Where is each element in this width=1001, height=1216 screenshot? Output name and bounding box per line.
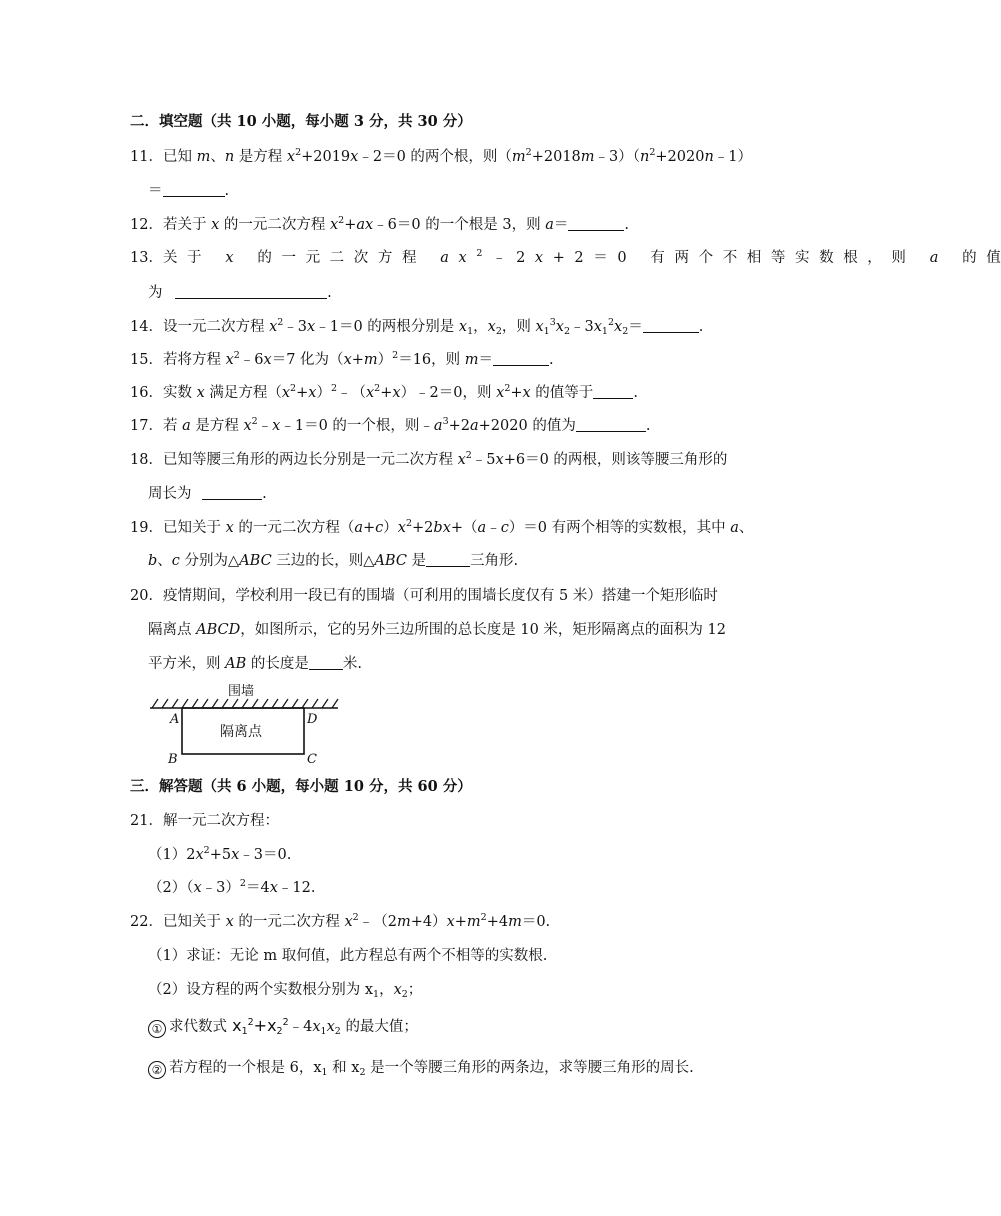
question-number: 13． <box>130 250 163 266</box>
question-22-subpart-1: ① 求代数式 $x_1^2+x_2^2﹣4x_1x_2$ 的最大值； <box>148 1016 418 1038</box>
question-19: 19．已知关于 x 的一元二次方程$(a+c)x^2+2bx+(a﹣c)=0$ 有两个相等的实数根，其中 a、 <box>130 518 754 536</box>
vertex-label-a: A <box>170 712 180 727</box>
answer-blank[interactable] <box>426 552 470 567</box>
section-2-heading: 二．填空题（共 10 小题，每小题 3 分，共 30 分） <box>130 113 472 130</box>
answer-blank[interactable] <box>593 384 633 399</box>
answer-blank[interactable] <box>493 351 549 366</box>
question-20: 20．疫情期间，学校利用一段已有的围墙（可利用的围墙长度仅有 5 米）搭建一个矩形临时 <box>130 588 718 604</box>
question-22-subpart-2: ② 若方程的一个根是 6，$x_1$ 和 $x_2$ 是一个等腰三角形的两条边，求等腰三角形的周长. <box>148 1058 694 1079</box>
question-22: 22．已知关于 x 的一元二次方程 $x^2﹣(2m+4)x+m^2+4m=0$. <box>130 912 551 930</box>
question-18: 18．已知等腰三角形的两边长分别是一元二次方程 $x^2﹣5x+6=0$ 的两根，则该等腰三角形的 <box>130 450 728 468</box>
vertex-label-d: D <box>307 712 318 727</box>
answer-blank[interactable] <box>163 182 225 197</box>
question-number: 12． <box>130 217 163 233</box>
circled-number-2: ② <box>148 1061 166 1079</box>
question-19-line-2: b、c 分别为△ABC 三边的长，则△ABC 是 三角形. <box>148 553 519 569</box>
question-16: 16．实数 x 满足方程$(x^2+x)^2﹣(x^2+x)﹣2=0$，则 $x^2+x$ 的值等于 . <box>130 383 638 401</box>
circled-number-1: ① <box>148 1020 166 1038</box>
question-number: 14． <box>130 319 163 335</box>
answer-blank[interactable] <box>568 216 624 231</box>
question-21-part-1: $(1)2x^2+5x﹣3=0$. <box>148 845 292 863</box>
question-18-answer-line: 周长为 . <box>148 486 267 502</box>
wall-label: 围墙 <box>228 684 255 699</box>
quarantine-area-figure <box>148 682 348 768</box>
answer-blank[interactable] <box>175 284 327 299</box>
wall-hatching <box>152 699 338 708</box>
question-number: 11． <box>130 149 163 165</box>
question-21-part-2: （2）（x﹣3）$^2$＝4x﹣12. <box>148 878 316 896</box>
vertex-label-b: B <box>168 752 178 767</box>
question-number: 18． <box>130 452 163 468</box>
question-number: 16． <box>130 385 163 401</box>
question-14: 14．设一元二次方程 $x^2﹣3x﹣1=0$ 的两根分别是 $x_1$，$x_2$，则 $x_1^3x_2﹣3x_1^2x_2=$ . <box>130 317 704 337</box>
question-20-line-2: 隔离点 ABCD，如图所示，它的另外三边所围的总长度是 10 米，矩形隔离点的面积为 12 <box>148 622 726 638</box>
vertex-label-c: C <box>307 752 317 767</box>
question-13-answer-line: 为 . <box>148 285 332 301</box>
question-number: 17． <box>130 418 163 434</box>
question-11-answer-line: ＝ . <box>148 183 230 199</box>
answer-blank[interactable] <box>643 318 699 333</box>
answer-blank[interactable] <box>309 655 343 670</box>
rect-label: 隔离点 <box>220 724 262 740</box>
question-22-part-1: （1）求证：无论 m 取何值，此方程总有两个不相等的实数根. <box>148 948 548 964</box>
question-number: 21． <box>130 813 163 829</box>
answer-blank[interactable] <box>576 417 646 432</box>
question-15: 15．若将方程 $x^2﹣6x=7$ 化为$(x+m)^2=16$，则 m＝ . <box>130 350 554 368</box>
section-3-heading: 三．解答题（共 6 小题，每小题 10 分，共 60 分） <box>130 778 472 795</box>
question-number: 19． <box>130 520 163 536</box>
question-17: 17．若 a 是方程 $x^2﹣x﹣1=0$ 的一个根，则$﹣a^3+2a+2020$ 的值为 . <box>130 416 651 434</box>
question-22-part-2: （2）设方程的两个实数根分别为 $x_1$，$x_2$； <box>148 982 423 1000</box>
question-number: 20． <box>130 588 163 604</box>
question-21: 21．解一元二次方程： <box>130 813 279 829</box>
question-number: 15． <box>130 352 163 368</box>
question-13: 13．关于 x 的一元二次方程 $ax^2﹣2x+2=0$ 有两个不相等实数根，则 a 的值 <box>130 248 1001 266</box>
question-20-line-3: 平方米，则 AB 的长度是 米. <box>148 656 362 672</box>
question-number: 22． <box>130 914 163 930</box>
question-12: 12．若关于 x 的一元二次方程 $x^2+ax﹣6=0$ 的一个根是 3，则 a＝ . <box>130 215 629 233</box>
answer-blank[interactable] <box>202 485 262 500</box>
question-11: 11．已知 m、n 是方程 $x^2+2019x﹣2=0$ 的两个根，则$(m^2+2018m﹣3)(n^2+2020n﹣1)$ <box>130 147 753 165</box>
